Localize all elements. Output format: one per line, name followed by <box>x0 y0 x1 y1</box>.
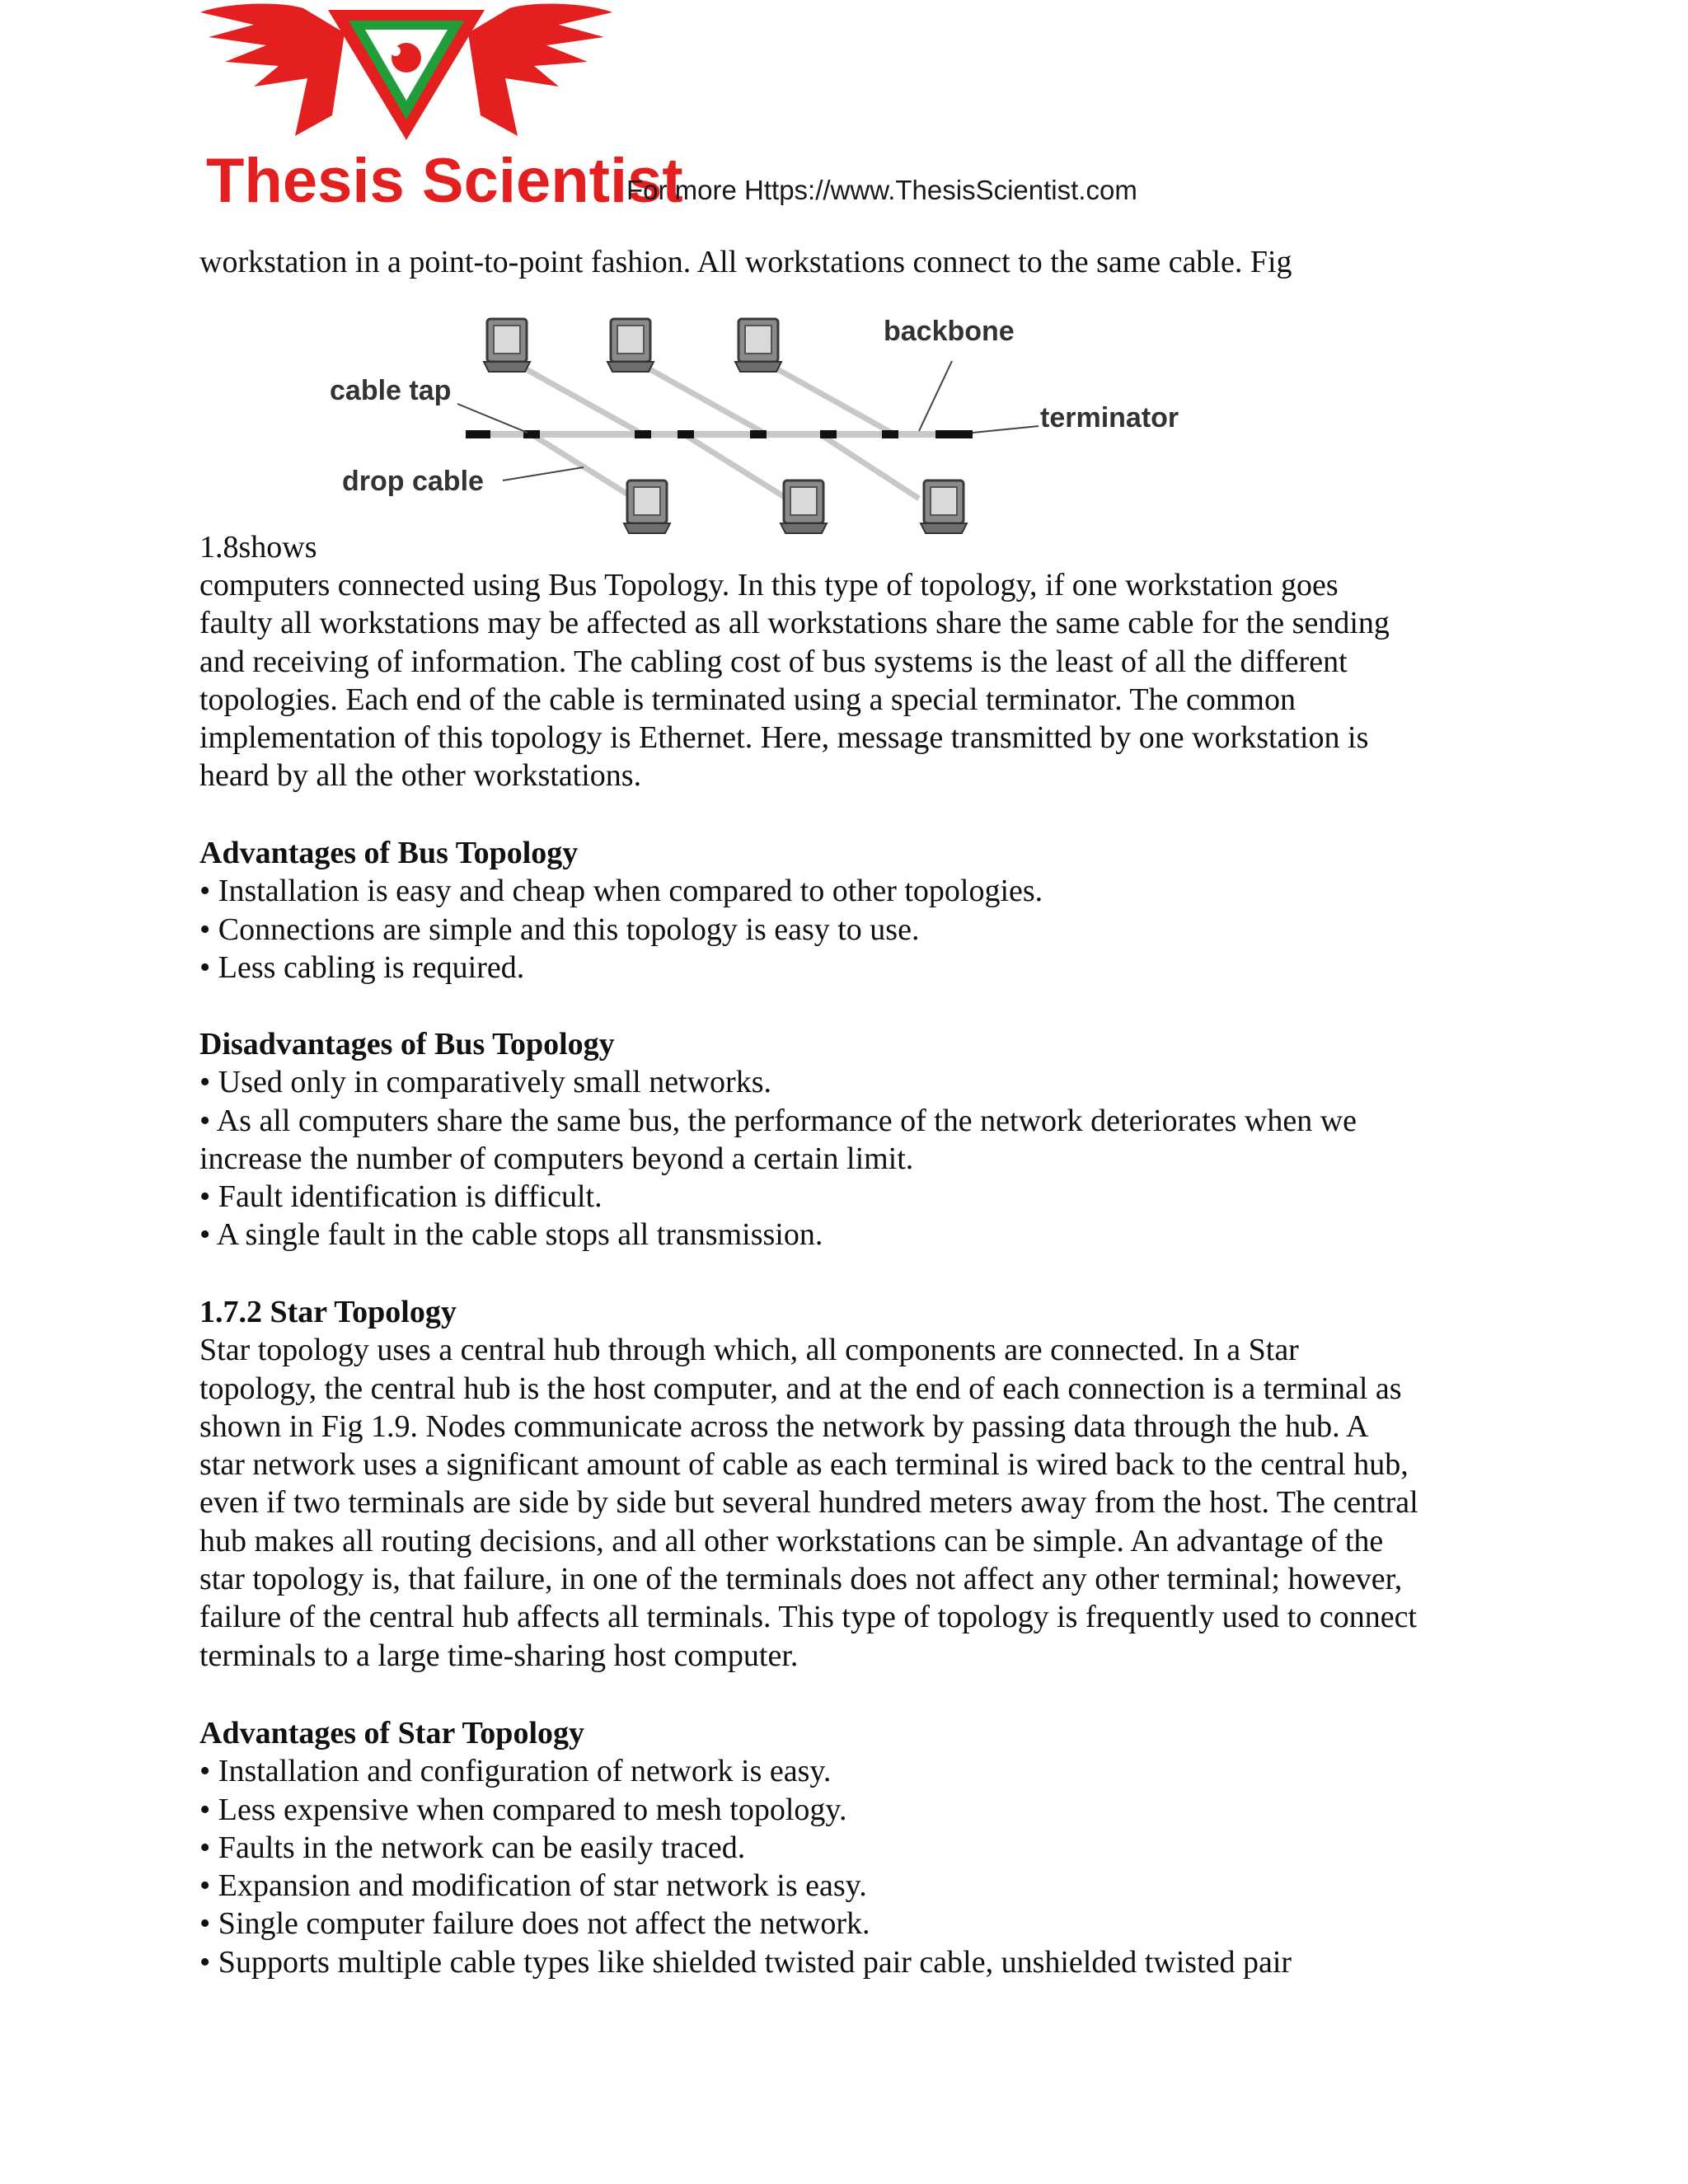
drop-cable <box>532 434 635 499</box>
backbone-label: backbone <box>884 316 1015 347</box>
paragraph-line: topology, the central hub is the host computer, and at the end of each connection is a terminal as <box>199 1371 1402 1406</box>
drop-cable-label: drop cable <box>342 466 484 497</box>
section-heading: 1.7.2 Star Topology <box>199 1295 457 1329</box>
paragraph-line: and receiving of information. The cabling cost of bus systems is the least of all the different <box>199 644 1348 679</box>
workstation-icon <box>921 480 967 533</box>
star-advantages-section <box>199 1714 1292 1981</box>
figure-reference: 1.8shows <box>199 530 317 565</box>
list-item: • Supports multiple cable types like shielded twisted pair cable, unshielded twisted pair <box>199 1944 1292 1980</box>
list-item: • Single computer failure does not affect the network. <box>199 1906 870 1942</box>
list-item: • Less expensive when compared to mesh topology. <box>199 1792 847 1827</box>
website-url[interactable]: For more Https://www.ThesisScientist.com <box>626 175 1137 205</box>
workstation-icon <box>781 480 827 533</box>
list-item: • Faults in the network can be easily traced. <box>199 1830 746 1865</box>
list-item: • Used only in comparatively small networks. <box>199 1065 772 1100</box>
drop-cable <box>758 359 894 434</box>
thesis-scientist-logo <box>196 0 683 216</box>
paragraph-line: shown in Fig 1.9. Nodes communicate across the network by passing data through the hub. A <box>199 1408 1369 1444</box>
paragraph-line: terminals to a large time-sharing host computer. <box>199 1638 799 1673</box>
paragraph-line: even if two terminals are side by side but several hundred meters away from the host. The central <box>199 1485 1418 1521</box>
workstation-icon <box>735 319 781 372</box>
terminator-label: terminator <box>1040 402 1179 434</box>
paragraph-line: star topology is, that failure, in one of the terminals does not affect any other terminal; however, <box>199 1562 1403 1597</box>
list-item: • Fault identification is difficult. <box>199 1179 603 1215</box>
list-item: • A single fault in the cable stops all transmission. <box>199 1217 823 1253</box>
paragraph-line: topologies. Each end of the cable is terminated using a special terminator. The common <box>199 682 1296 717</box>
workstation-icon <box>607 319 654 372</box>
cable-tap-label: cable tap <box>330 375 452 406</box>
workstation-icon <box>484 319 530 372</box>
drop-cable <box>684 434 787 499</box>
list-item: • As all computers share the same bus, the performance of the network deteriorates when we <box>199 1103 1357 1138</box>
section-heading: Advantages of Bus Topology <box>199 836 579 870</box>
list-item: • Installation and configuration of network is easy. <box>199 1754 832 1789</box>
workstation-icon <box>624 480 670 533</box>
paragraph-line: failure of the central hub affects all terminals. This type of topology is frequently used to connect <box>199 1600 1417 1635</box>
paragraph-line: heard by all the other workstations. <box>199 758 642 794</box>
paragraph-line: implementation of this topology is Ethernet. Here, message transmitted by one workstation is <box>199 720 1369 756</box>
section-heading: Disadvantages of Bus Topology <box>199 1027 615 1062</box>
paragraph-line: faulty all workstations may be affected as all workstations share the same cable for the sending <box>199 606 1390 641</box>
list-item: • Expansion and modification of star network is easy. <box>199 1868 867 1904</box>
bus-advantages-section <box>199 834 1043 987</box>
bus-topology-diagram <box>321 301 1212 548</box>
paragraph-line: Star topology uses a central hub through which, all components are connected. In a Star <box>199 1333 1299 1368</box>
list-item: • Connections are simple and this topology is easy to use. <box>199 912 920 947</box>
list-item: increase the number of computers beyond a certain limit. <box>199 1141 914 1176</box>
list-item: • Less cabling is required. <box>199 949 525 985</box>
list-item: • Installation is easy and cheap when compared to other topologies. <box>199 874 1043 909</box>
intro-line: workstation in a point-to-point fashion. All workstations connect to the same cable. Fig <box>199 245 1292 279</box>
paragraph-line: star network uses a significant amount of cable as each terminal is wired back to the central hub, <box>199 1447 1409 1483</box>
paragraph-line: hub makes all routing decisions, and all other workstations can be simple. An advantage of the <box>199 1523 1384 1558</box>
drop-cable <box>820 434 919 499</box>
section-heading: Advantages of Star Topology <box>199 1716 585 1750</box>
bus-topology-paragraph <box>199 566 1390 795</box>
bus-disadvantages-section <box>199 1025 1357 1254</box>
paragraph-line: computers connected using Bus Topology. In this type of topology, if one workstation goes <box>199 568 1339 602</box>
star-topology-section <box>199 1293 1418 1675</box>
brand-logo-text: Thesis Scientist <box>206 146 683 216</box>
